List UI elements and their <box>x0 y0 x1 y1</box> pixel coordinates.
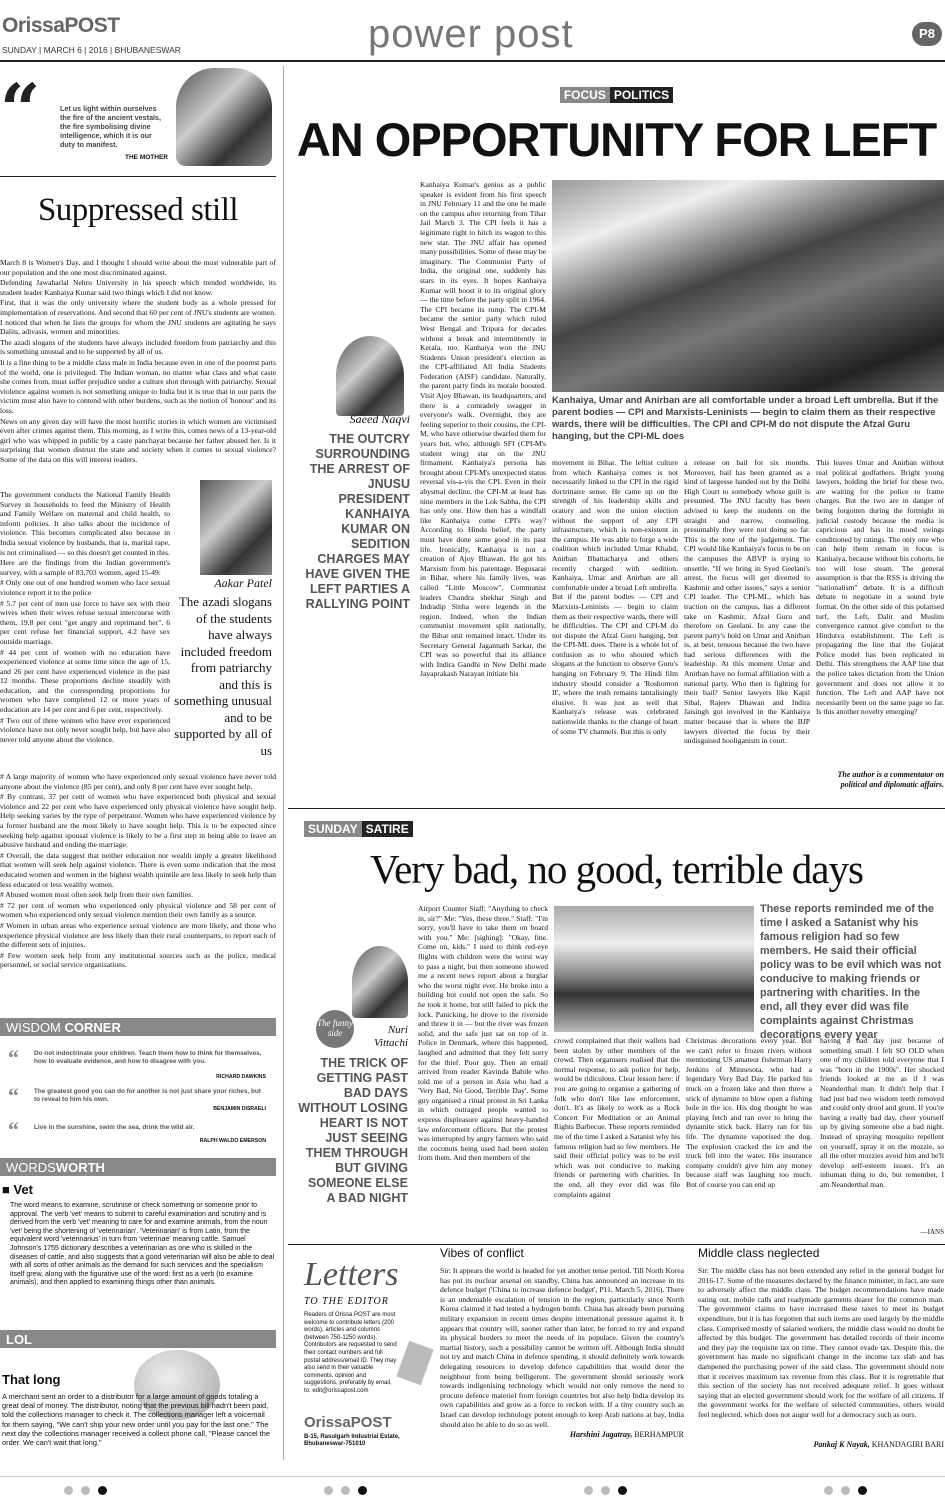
wisdom-author: RICHARD DAWKINS <box>216 1074 266 1080</box>
paragraph: The government conducts the National Family Health Survey in households to feed the Ministry of Health and Family Welfare on maternal and child health, to inform policies. It also talks about the incidence of violence. This becomes complicated also because in India sexual violence by husbands, that is, marital rape, is not criminalised — so this doesn't get counted in this. <box>0 490 170 557</box>
satire-pull-quote: THE TRICK OF GETTING PAST BAD DAYS WITHOUT LOSING HEART IS NOT JUST SEEING THEM THROUGH BUT GIVING SOMEONE ELSE A BAD NIGHT <box>298 1056 408 1205</box>
funny-side-badge: The funny side <box>316 1010 354 1048</box>
paragraph: Here are the findings from the Indian government's survey, with a sample of 83,703 women, aged 15-49: <box>0 558 170 577</box>
wordsworth-title-bold: WORTH <box>55 1160 105 1175</box>
paragraph: # Few women seek help from any institutional sources such as the police, medical personnel, or social service organisations. <box>0 950 276 970</box>
kicker-satire: SATIRE <box>362 821 413 837</box>
wisdom-quote: Do not indoctrinate your children. Teach them how to think for themselves, how to evaluate evidence, and how to disagree with you. <box>34 1050 262 1065</box>
dot-icon <box>841 1486 850 1495</box>
kicker-sunday: SUNDAY <box>304 821 362 837</box>
wisdom-quote: The greatest good you can do for another is not just share your riches, but to reveal to him his own. <box>34 1088 261 1103</box>
letter-1-body: Sir: It appears the world is headed for yet another tense period. Till North Korea has put its nuclear arsenal on standby, China has announced an increase in its defence budget ('China to increase defence budget', P11, March 5, 2016). There is an undeniable escalation of tension in the region, particularly since North Korea claimed it had tested a hydrogen bomb. China has already been pursuing military expansion in recent times despite international pressure against it. It appears that country will, sooner rather than later, be forced to try and expand its physical borders to meet the needs of its populace. Given the country's martial history, such a possibility cannot be written off. Although India should not try and match China in defence spending, it should definitely work towards delegating resources to develop defence capabilities that would deter the neighbour from being belligerent. The government should seriously work towards indigenising technology which would not only remove the need to procure defence materiel from foreign countries but also help India develop its own capabilities and grow as a force to reckon with. If a tiny country such as Israel can develop technology potent enough to keep Arab nations at bay, India should also be able to do so as well. <box>440 1266 684 1428</box>
nuri-vittachi-portrait <box>352 946 408 1018</box>
dot-icon <box>81 1486 90 1495</box>
quote-text: Let us light within ourselves the fire of the ancient vestals, the fire symbolising divine intelligence, which it is our duty to manifest. <box>60 104 162 149</box>
politics-col-3: a release on bail for six months. Moreover, bail has been granted as a kind of largesse handed out by the Delhi High Court to somebody whose guilt is presumed. The JNU faculty has been advised to keep the students on the straight and narrow, counseling, presumably they were not doing so far. This is the tone of the judgement. The CPI would like Kanhaiya's focus to be on the campuses the ABVP is trying to unsettle. "If we bring in Syed Geelani's arrest, the focus will get diverted to Kashmir and other issues," says a senior CPI leader. The CPI-ML, which has traction on the campus, has a different take on Kashmir, Afzal Guru and therefore on Geelani. In any case the parent party's hold on Umar and Anirban is, at best, tenuous because the two have had serious differences with the leadership. At this moment Umar and Anirban have no formal affiliation with a national party. Who then is fighting for their bail? Senior lawyers like Kapil Sibal, Rajeev Dhawan and Indira Jaisingh got involved in the Kanhaiya matter because that is where the BJP lawyers diverted the focus by their undisguised hooliganism in court. <box>684 458 810 746</box>
registration-marks-mid2 <box>580 1482 631 1500</box>
lol-text: A merchant sent an order to a distributor for a large amount of goods totaling a great deal of money. The distributor, noting that the previous bill hadn't been paid, told the collections manager to check it. The collections manager left a voicemail for them saying, "We can't ship your new order until you pay for the last one." The next day the collections manager received a collect phone call, "Please cancel the order. We can't wait that long." <box>2 1392 271 1448</box>
paragraph: # By contrast, 37 per cent of women who have experienced both physical and sexual violence and 22 per cent who have experienced only physical violence have sought help. Help seeking varies by the type of perpetrator. Women who have experienced violence by a former husband are the most likely to have sought help. This is to be expected since seeking help against spousal violence is likely to be a first step in being able to leave an abusive husband and ending the marriage. <box>0 792 276 850</box>
letter-2-body: Sir: The middle class has not been extended any relief in the general budget for 2016-17. Some of the measures declared by the finance minister, in fact, are sure to adversely affect the middle class. The budget recommendations have made eating out, mobile calls and readymade garments dearer for the common man. The government claims to have increased these taxes to meet its budget expenditure, but it is has forgotten that such items are used largely by the middle class. Comprised mostly of salaried workers, the middle class would no doubt be affected by this budget. The government has detailed records of their income and they pay the requisite tax on time. They cannot evade tax. Despite this, the government has made no significant change in the income tax slab and has dampened the purchasing power of the said class. The government should note that it receives maximum tax revenue from this class. But it is regrettable that this section of the society has not received adequate relief. It goes without saying that an elected government should work for the welfare of all citizens. If the government works for the welfare of selected communities, others would feel neglected, which does not augur well for a democracy such as ours. <box>698 1266 944 1419</box>
paragraph: Defending Jawaharlal Nehru University in his speech which trended worldwide, its student leader Kanhaiya Kumar said two things which I did not know. <box>0 278 276 297</box>
politics-pull-quote: THE OUTCRY SURROUNDING THE ARREST OF JNUSU PRESIDENT KANHAIYA KUMAR ON SEDITION CHARGES MAY HAVE GIVEN THE LEFT PARTIES A RALLYING POINT <box>305 432 410 611</box>
kicker-focus: FOCUS <box>560 87 610 103</box>
satire-kicker <box>304 820 413 838</box>
politics-col-1: Kanhaiya Kumar's genius as a public speaker is evident from his first speech in JNU February 11 and the one he made on the campus after returning from Tihar Jail March 3. The CPI feels it has a legitimate right to hitch its wagon to this new star. The JNU affair has opened many possibilities. Some of these may be imaginary. The Communist Party of India, the original one, suddenly has stars in its eyes. It hopes Kanhaiya Kumar will boost it to its original glory — the time before the party split in 1964. The CPI became its rump. The CPI-M became the senior party which ruled West Bengal and Tripura for decades without a break and intermittently in Kerala, too. Kanhaiya won the JNU Students Union president's election as the CPI-affiliated All India Students Federation (AISF) candidate. Naturally, the parent party finds its morale boosted. Visit Ajoy Bhawan, its headquarters, and there is a comradely swagger in everyone's walk. Overnight, they are feeling superior to their cousins, the CPI-M, who have otherwise dwarfed them for years but, who, although SFI (CPI-M's student wing) star on the JNU firmament. Kanhaiya's persona has brought about CPI-M's unexpected status reversal vis-a-vis the CPI. Even in their abysmal decline, the CPI-M at least has nine members in the Lok Sabha, the CPI has only one. How then has a windfall like Kanhaiya come CPI's way? According to Hindu belief, the party must have done some good in its past life. Ironically, Kanhaiya is not a creation of Ajoy Bhawan. He got his Marxism from his parentage. Begusarai in Bihar, where his family lives, was called "Little Moscow". Communist leaders Chandra shekhar Singh and Indradip Sinha were legends in the region. Indeed, when the Indian communist movement split nationally, the Bihar unit remained intact. Under its Secretary General Jagannath Sarkar, the CPI was so powerful that its alliance with Indira Gandhi in New Delhi made Jayaprakash Narayan initiate his <box>420 180 546 679</box>
paragraph: News on any given day will have the most horrific stories in which women are victimised even after crimes against them. This morning, as I write this, comes news of a 13-year-old girl who was whipped in public by a caste panchayat because her father abused her. Is it surprising that women distrust the state and society when it comes to sexual violence? Some of the data on this will interest readers. <box>0 416 276 464</box>
letter-2-place: KHANDAGIRI BARI <box>871 1440 944 1449</box>
politics-kicker <box>288 86 945 104</box>
masthead-rule <box>0 60 945 62</box>
column-divider <box>283 66 284 1460</box>
logo: OrissaPOST <box>2 14 120 37</box>
wordsworth-header <box>0 1158 276 1176</box>
section-rule <box>288 808 945 809</box>
satire-col-2: crowd complained that their wallets had been stolen by other members of the crowd. Then organisers realised that the normal response, to ask police for help, would be ridiculous. Clear lesson here: if you are going to organise a gathering of folk who don't like law enforcement, don't. It's as likely to work as a Rock Concert For Meditation or an Animal Rights Barbecue. These reports reminded me of the time I asked a Satanist why his famous religion had so few members. He said their official policy was to be evil which was not conducive to making friends or partnering with charities. In the end, all they ever did was file complaints against <box>554 1036 680 1199</box>
wisdom-quotes <box>8 1045 276 1148</box>
paragraph: First, that it was the only university where the student body as a whole pressed for implementation of reservations. And second that 60 per cent of JNU's students are women. I noticed that when he lists the groups for whom the JNU students are agitating he says Dalits, adivasis, women and minorities. <box>0 298 276 337</box>
wordsworth-title-light: WORDS <box>6 1160 56 1175</box>
dot-icon <box>584 1486 593 1495</box>
letter-1-place: BERHAMPUR <box>634 1430 684 1439</box>
politics-photo-caption: Kanhaiya, Umar and Anirban are all comfortable under a broad Left umbrella. But if the parent bodies — CPI and Marxists-Leninists — begin to claim them as their respective wards, there will be difficulties. The CPI and CPI-M do not dispute the Afzal Guru hanging, but the CPI-ML does <box>552 394 939 441</box>
letters-subtitle: TO THE EDITOR <box>304 1296 389 1307</box>
article-headline: Suppressed still <box>37 192 239 228</box>
letter-1-signature <box>440 1430 684 1439</box>
letters-logo: OrissaPOST <box>304 1414 392 1431</box>
paragraph: # Abused women most often seek help from their own families. <box>0 890 193 900</box>
dot-icon <box>601 1486 610 1495</box>
edition-line: SUNDAY | MARCH 6 | 2016 | BHUBANESWAR <box>2 45 181 55</box>
article-body-mid <box>0 490 170 772</box>
envelope-icon <box>396 1341 433 1386</box>
dot-icon <box>618 1486 627 1495</box>
dot-icon <box>858 1486 867 1495</box>
letters-title: Letters <box>304 1256 399 1293</box>
quote-mark-icon: “ <box>0 68 41 151</box>
lol-header: LOL <box>0 1330 276 1348</box>
paragraph: # Overall, the data suggest that neither education nor wealth imply a greater likelihood that women will seek help against violence. There is even some indication that the most educated women and women in the highest wealth quintile are less likely to seek help than less educated or less wealthy women. <box>0 850 276 889</box>
wisdom-title-bold: CORNER <box>64 1020 121 1035</box>
politics-headline: AN OPPORTUNITY FOR LEFT <box>296 113 937 166</box>
paragraph: # A large majority of women who have experienced only sexual violence have never told anyone about the violence (85 per cent), and only 8 per cent have ever sought help. <box>0 772 276 791</box>
politics-col-4: This leaves Umar and Anirban without real political godfathers. Bright young lawyers, holding the brief for these two, are waiting for the police to frame charges. But the two are in danger of being forgotten during the fortnight in judicial custody because the media is capricious and has its mood swings conditioned by ratings. The only one who can help them remain in focus is Kanhaiya, because without his cohorts, he too will lose steam. The general assumption is that the RSS is driving the "nationalism" debate. It is a difficult debate to negotiate in a sound byte format. On the other side of this polarised turf, the Left, Dalit and Muslim convergence cannot give comfort to the Hindutva establishment. The Left is propagating the line that the Gujarat Police model has been replicated in Delhi. This strengthens the AAP line that the police takes dictation from the Union government and does not allow it to function. The Left and AAP have not necessarily been on the same page so far. Is this another novelty emerging? <box>816 458 944 717</box>
paragraph: # 44 per cent of women with no education have experienced violence at some time since the age of 15, and 26 per cent have experienced violence in the past 12 months. These proportions decline steadily with education, and the corresponding proportions for women who have completed 12 or more years of education are 14 per cent and 6 per cent, respectively. <box>0 647 170 715</box>
protest-photo <box>552 180 944 392</box>
paragraph: # Only one out of one hundred women who face sexual violence report it to the police <box>0 578 170 597</box>
kicker-politics: POLITICS <box>610 87 673 103</box>
aakar-patel-portrait <box>200 480 272 575</box>
paragraph: # 5.7 per cent of men use force to have sex with their wives when their wives refuse sexual intercourse with them, 19.8 per cent "get angry and reprimand her", 6 per cent refuse her financial support, 4.2 have sex outside marriage. <box>0 598 170 646</box>
dot-icon <box>98 1486 107 1495</box>
quote-box <box>0 66 276 170</box>
satire-col-3: Christmas decorations every year. But we can't refer to frozen rivers without mentioning US amateur fisherman Harry Jenkins of Minnesota, who had a legendary Very Bad Day. He parked his truck on a frozen lake and then threw a stick of dynamite to blow open a fishing hole in the ice. His dog thought he was playing fetch and ran over to bring the dynamite stick back. Harry ran for his life. The dynamite vaporised the dog. The explosion cracked the ice and the truck fell into the water. His insurance company couldn't give him any money because staff was laughing too much. But of course you can end up <box>686 1036 812 1189</box>
article-body-top <box>0 258 276 490</box>
satire-author: Nuri Vittachi <box>373 1024 408 1049</box>
satire-photo-caption: These reports reminded me of the time I asked a Satanist why his famous religion had so few members. He said their official policy was to be evil which was not conducive to making friends or partnering with charities. In the end, all they ever did was file complaints against Christmas decorations every year <box>760 903 942 1041</box>
section-rule <box>288 1244 945 1245</box>
page-number-badge: P8 <box>912 22 942 46</box>
wisdom-title-light: WISDOM <box>6 1020 61 1035</box>
saeed-naqvi-portrait <box>336 336 404 416</box>
article-pull-quote: The azadi slogans of the students have always included freedom from patriarchy and this is something unusual and to be supported by all of us <box>174 594 272 758</box>
paragraph: March 8 is Women's Day, and I thought I should write about the most vulnerable part of our population and the one most discriminated against. <box>0 258 276 277</box>
lol-heading: That long <box>2 1372 61 1387</box>
registration-marks-left <box>60 1482 111 1500</box>
letter-1-name: Harshini Jagatray, <box>569 1430 633 1439</box>
paragraph: # 72 per cent of women who experienced only physical violence and 58 per cent of women who experienced only sexual violence mention their own family as a source. <box>0 900 276 920</box>
article-author: Aakar Patel <box>214 576 272 590</box>
paragraph: The azadi slogans of the students have always included freedom from patriarchy and this is something unusual and to be supported by all of us. <box>0 337 276 357</box>
dot-icon <box>358 1486 367 1495</box>
politics-author: Saeed Naqvi <box>349 412 410 426</box>
wisdom-quote: Live in the sunshine, swim the sea, drink the wild air. <box>34 1124 195 1131</box>
quote-attribution: THE MOTHER <box>125 154 168 161</box>
quote-mark-icon: “ <box>8 1117 19 1142</box>
word-text: Vet <box>13 1182 33 1197</box>
the-mother-portrait <box>176 68 272 166</box>
truck-in-river-photo <box>554 906 754 1032</box>
letters-address: B-15, Rasulgarh Industrial Estate, Bhubaneswar-751010 <box>304 1434 400 1448</box>
wisdom-corner-header <box>0 1018 276 1036</box>
registration-marks-right <box>820 1482 871 1500</box>
satire-headline: Very bad, no good, terrible days <box>370 846 863 892</box>
satire-col-4: having a bad day just because of something small. I felt SO OLD when one of my children told everyone that I was "born in the 1900s". Her shocked friends looked at me as if I was Neanderthal man. It didn't help that I had just had two wisdom teeth removed and could only drool and grunt. If you're having a really bad day, cheer yourself up by giving someone else a bad night. Instead of spraying mosquito repellent on yourself, spray it on the mozzie, so all the other mozzies avoid him and he'll develop self-esteem issues. It's an inhuman thing to do, but remember, I am Neanderthal man. <box>820 1036 944 1189</box>
dot-icon <box>64 1486 73 1495</box>
quote-mark-icon: “ <box>8 1045 19 1070</box>
dot-icon <box>341 1486 350 1495</box>
politics-col-2: movement in Bihar. The leftist culture from which Kanhaiya comes is not necessarily linked to the CPI in the rigid doctrinaire sense. He came up on the strength of his leadership skills and oratory and won the union election without the support of any CPI infrastructure, which is non-existent in the campus. He was able to forge a wide coalition which included Umar Khalid, Anirban Bhattacharya and others recently charged with sedition. Kanhaiya, Umar and Anirban are all comfortable under a broad Left umbrella. But if the parent bodies — CPI and Marxists-Leninists — begin to claim them as their respective wards, there will be difficulties. The CPI and CPI-M do not dispute the Afzal Guru hanging, but the CPI-ML does. There is a whole lot of confusion as to who shouted which slogans at the function to observe Guru's hanging on February 9. The Hindi film industry should consider a 'Roshomon II', where the truth remains tantalisingly elusive. It was just as well that Kanhaiya's release was celebrated nationwide thanks to the change of heart of some TV channels. But this is only <box>552 458 678 736</box>
paragraph: # Two out of three women who have ever experienced violence have not only never sought help, but have also never told anyone about the violence. <box>0 715 170 744</box>
footer-rule <box>0 1476 945 1477</box>
letter-2-name: Pankaj K Nayak, <box>813 1440 870 1449</box>
wisdom-author: BENJAMIN DISRAELI <box>213 1106 266 1112</box>
letters-info: Readers of Orissa POST are most welcome to contribute letters (200 words), articles and columns (between 750-1250 words). Contributors are requested to send their contact numbers and full postal address/email ID. They may also send in their valuable comments, opinion and suggestions, preferably by email, to: edit@orissapost.com <box>304 1312 397 1394</box>
word-definition: The word means to examine, scrutinise or check something or someone prior to approval. The verb 'vet' means to submit to careful examination and scrutiny and is derived from the verb 'vet' meaning to care for and examine animals, from the noun 'vet' being the shortening of 'veterinarian'. 'Veterinarian' is from Latin, from the equivalent word 'veterinarius' in turn from 'veterinae' meaning cattle. Samuel Johnson's 1755 dictionary describes a veterinarian as one who is skilled in the diseases of cattle, and also suggests that a good veterinarian will also be able to deal with all sorts of other animals as the demand for such services and the specialism itself grew, along with the figurative use of the word: first as a verb (to examine animals), and then applied to examining things other than animals. <box>10 1202 275 1287</box>
dot-icon <box>324 1486 333 1495</box>
satire-col-1: Airport Counter Staff: "Anything to check in, sir?" Me: "Yes, these three." Staff: "I'm sorry, you'll have to take them on board with you." Me: [sighing]: "Okay, fine. Come on, kids." I used to think red-eye flights with children were the worst way to pass a night, but then someone showed me a recent news report about a burglar who the worst night ever. He broke into a building but could not open the safe. So he took it home, but still failed to pick the lock. Panicking, he drove to the riverside and threw it in — but the river was frozen solid, and the safe just sat on top of it. Police in Denmark, where this happened, laughed and admitted that they felt sorry for the thief. Poor guy. Then an email arrived from reader Kavinda Babile who told me of a person in Asia who had a 'Very Bad, No Good, Terrible Day'. Some guy organised a ritual protest in Sri Lanka in which outraged people wanted to express displeasure against heavy-handed law enforcement officers. But the protest was interrupted by angry farmers who said the coconuts being used had been stolen from them. And then members of the <box>418 904 548 1163</box>
satire-credit: —IANS <box>920 1228 944 1236</box>
letter-2-signature <box>698 1440 944 1449</box>
quote-mark-icon: “ <box>8 1083 19 1108</box>
registration-marks-mid <box>320 1482 371 1500</box>
paragraph: # Women in urban areas who experience sexual violence are more likely, and those who experience physical violence are less likely than their rural counterparts, to report each of the different sets of injuries. <box>0 920 276 950</box>
politics-tagline: The author is a commentator on political and diplomatic affairs. <box>837 770 944 789</box>
word-of-day: ■ Vet <box>2 1182 33 1197</box>
letter-2-title: Middle class neglected <box>698 1246 820 1260</box>
letter-1-title: Vibes of conflict <box>440 1246 524 1260</box>
dot-icon <box>824 1486 833 1495</box>
section-title: power post <box>368 12 574 56</box>
masthead <box>0 0 945 60</box>
article-body-bottom <box>0 772 276 1016</box>
paragraph: It is a fine thing to be a middle class male in India because even in one of the poorest parts of the world, one is privileged. The Indian woman, no matter what class and what caste she comes from, must suffer prejudice under a culture shot through with patriarchy. Sexual violence against women is not something unique to India but it is true that in our parts the victim must also have to contend with other burdens, such as the notion of 'honour' and its loss. <box>0 357 276 415</box>
quote-rule <box>0 176 276 177</box>
wisdom-author: RALPH WALDO EMERSON <box>199 1138 266 1144</box>
